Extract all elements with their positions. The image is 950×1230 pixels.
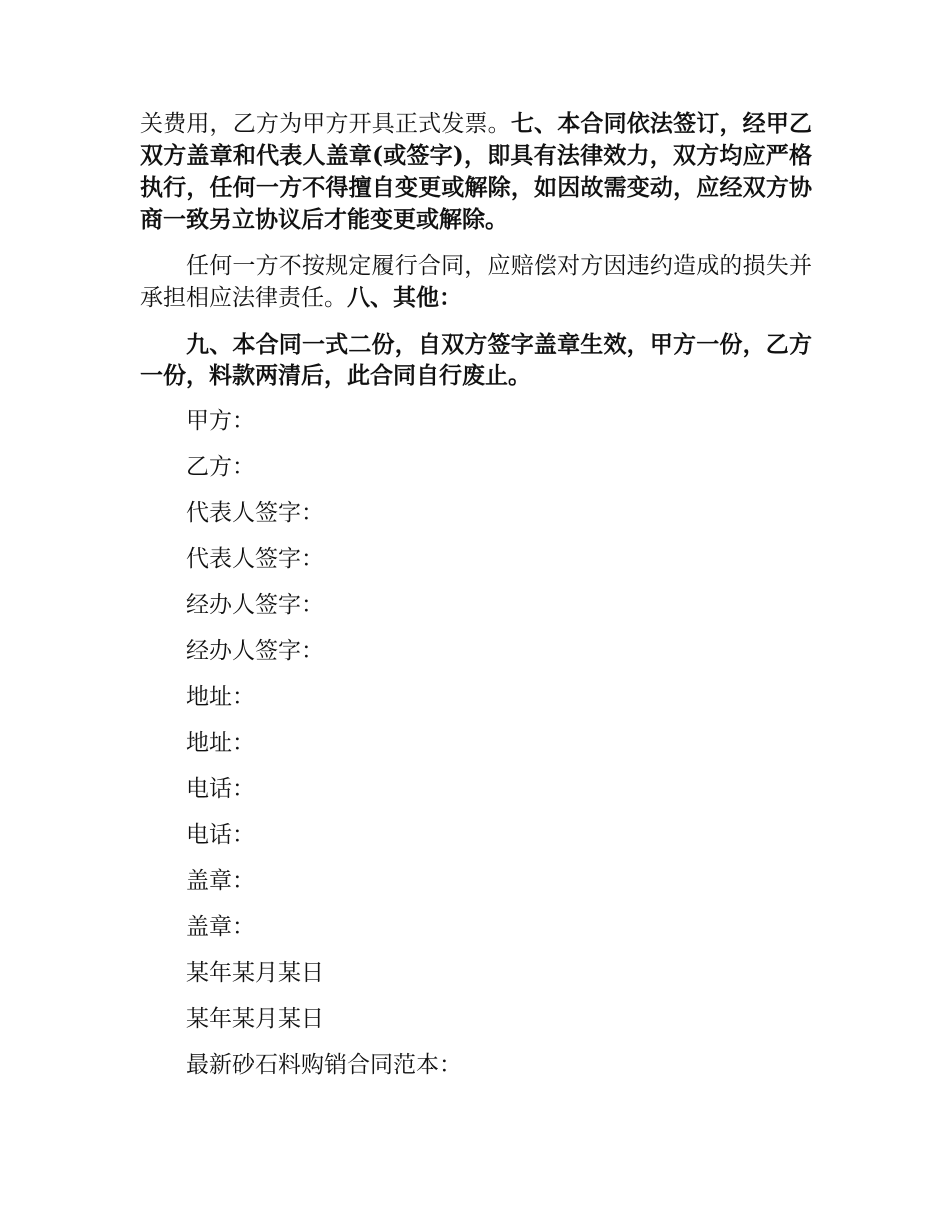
clause-text: 九、本合同一式二份，自双方签字盖章生效，甲方一份，乙方一份，料款两清后，此合同自行废止。: [140, 331, 812, 389]
seal-a: 盖章：: [186, 868, 255, 894]
document-page: [140, 108, 812, 1096]
address-b: 地址：: [186, 730, 255, 756]
clause-heading-8: 八、其他：: [347, 284, 462, 311]
party-a-label: 甲方：: [186, 408, 255, 434]
phone-b: 电话：: [186, 822, 255, 848]
representative-signature-b: 代表人签字：: [186, 546, 324, 572]
agent-signature-b: 经办人签字：: [186, 638, 324, 664]
contract-clause-8: [140, 251, 812, 314]
contract-clause-9: [140, 329, 812, 391]
agent-signature-a: 经办人签字：: [186, 592, 324, 618]
next-section-title: 最新砂石料购销合同范本：: [186, 1052, 462, 1078]
clause-heading-7: 七、本合同依法签订，经甲乙双方盖章和代表人盖章(或签字)，即具有法律效力，双方均应严格执行，任何一方不得擅自变更或解除，如因故需变动，应经双方协商一致另立协议后才能变更或解除。: [140, 110, 813, 233]
clause-text: 任何一方不按规定履行合同，应赔偿对方因违约造成的损失并承担相应法律责任。: [140, 253, 812, 311]
party-b-label: 乙方：: [186, 454, 255, 480]
date-b: 某年某月某日: [186, 1006, 324, 1032]
representative-signature-a: 代表人签字：: [186, 500, 324, 526]
address-a: 地址：: [186, 684, 255, 710]
date-a: 某年某月某日: [186, 960, 324, 986]
phone-a: 电话：: [186, 776, 255, 802]
contract-clause-7: [140, 108, 812, 236]
clause-text: 关费用，乙方为甲方开具正式发票。: [140, 111, 511, 137]
seal-b: 盖章：: [186, 914, 255, 940]
